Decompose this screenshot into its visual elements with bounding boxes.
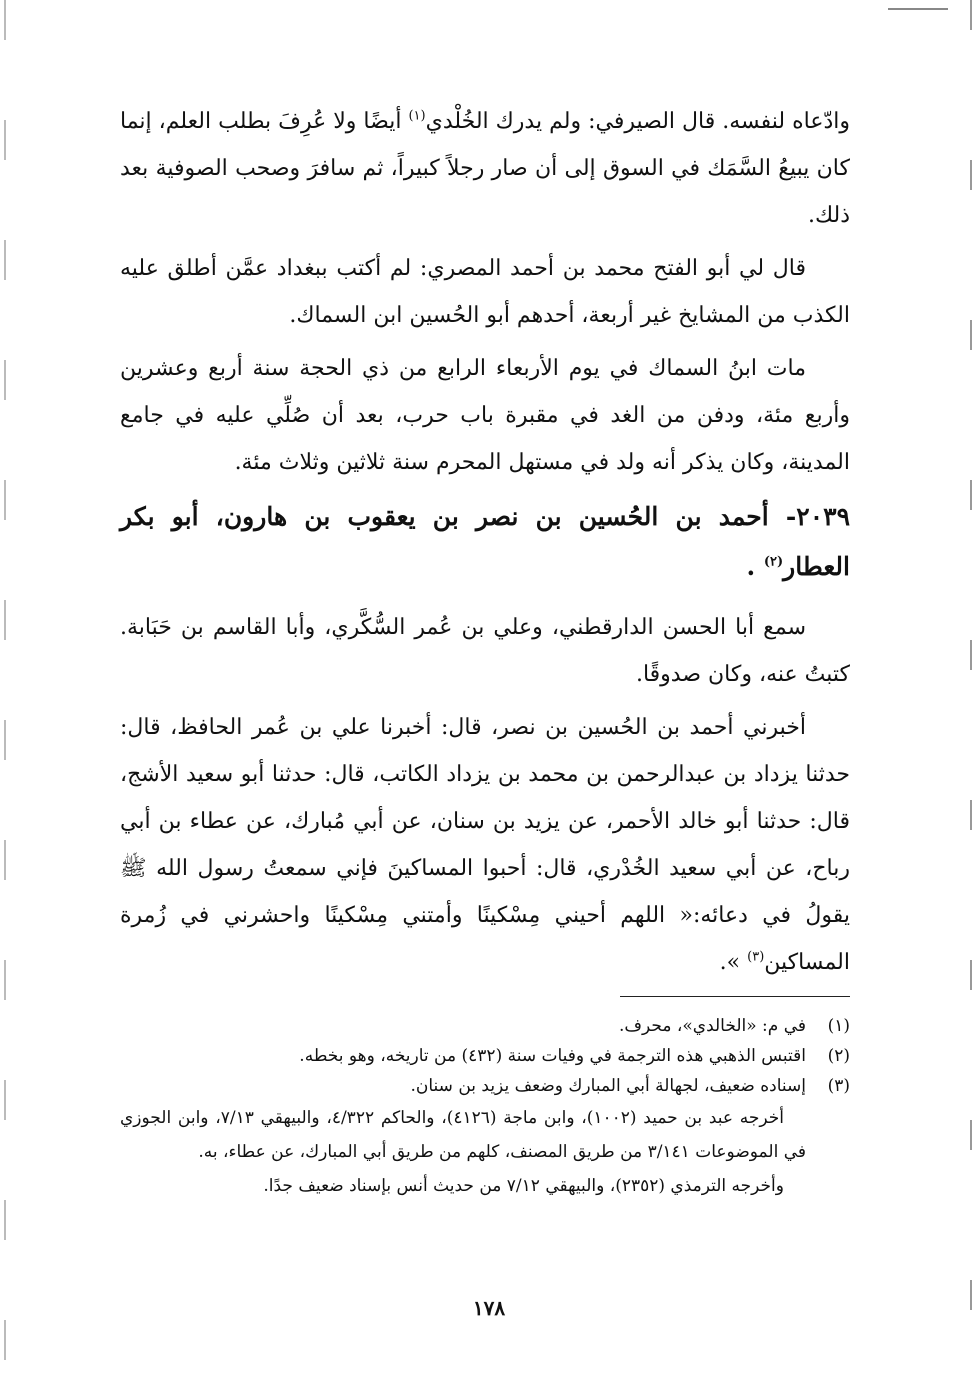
scan-edge-left bbox=[4, 0, 6, 1392]
scan-edge-right bbox=[970, 0, 972, 1392]
paragraph-1 bbox=[120, 98, 850, 239]
footnote-ref-2[interactable]: (٢) bbox=[763, 554, 784, 570]
footnote-ref-1[interactable]: (١) bbox=[408, 108, 426, 124]
footnote-3-continued: أخرجه عبد بن حميد (١٠٠٢)، وابن ماجة (٤١٢٦)، والحاكم ٤/٣٢٢، والبيهقي ٧/١٣، وابن الجوزي في الموضوعات ٣/١٤١ من طريق المصنف، كلهم من طريق أبي المبارك، عن عطاء، به. bbox=[120, 1108, 806, 1162]
paragraph-text: مات ابنُ السماك في يوم الأربعاء الرابع من ذي الحجة سنة أربع وعشرين وأربع مئة، ودفن من الغد في مقبرة باب حرب، بعد أن صُلِّي عليه في جامع المدينة، وكان يذكر أنه ولد في مستهل المحرم سنة ثلاثين وثلاث مئة. bbox=[120, 356, 850, 475]
paragraph-text: أيضًا ولا عُرِفَ بطلب العلم، إنما كان يبيعُ السَّمَك في السوق إلى أن صار رجلاً كبيراً، ثم سافرَ وصحب الصوفية بعد ذلك. bbox=[120, 109, 850, 228]
footnote-number: (٣) bbox=[827, 1076, 850, 1096]
paragraph-text: وادّعاه لنفسه. قال الصيرفي: ولم يدرك الخُلْدي bbox=[425, 109, 850, 134]
footnote-3-continued: وأخرجه الترمذي (٢٣٥٢)، والبيهقي ٧/١٢ من حديث أنس بإسناد ضعيف جدًا. bbox=[263, 1176, 784, 1196]
footnote-ref-3[interactable]: (٣) bbox=[747, 949, 765, 965]
paragraph-4 bbox=[120, 604, 850, 698]
paragraph-text: قال لي أبو الفتح محمد بن أحمد المصري: لم أكتب ببغداد عمَّن أطلق عليه الكذب من المشايخ غير أربعة، أحدهم أبو الحُسين ابن السماك. bbox=[120, 256, 850, 328]
footnote-2 bbox=[120, 1041, 850, 1071]
entry-heading bbox=[120, 492, 850, 592]
entry-title-tail: . bbox=[746, 552, 764, 581]
footnote-text: في م: «الخالدي»، محرف. bbox=[619, 1016, 806, 1036]
paragraph-5 bbox=[120, 704, 850, 986]
page-number: ١٧٨ bbox=[472, 1296, 506, 1320]
footnote-1 bbox=[120, 1011, 850, 1041]
paragraph-2 bbox=[120, 245, 850, 339]
paragraph-text: أخبرني أحمد بن الحُسين بن نصر، قال: أخبرنا علي بن عُمر الحافظ، قال: حدثنا يزداد بن عبدالرحمن بن محمد بن يزداد الكاتب، قال: حدثنا أبو سعيد الأشج، قال: حدثنا أبو خالد الأحمر، عن يزيد بن سنان، عن أبي مُبارك، عن عطاء بن أبي رباح، عن أبي سعيد الخُدْري، قال: أحبوا المساكينَ فإني سمعتُ رسول الله ﷺ يقولُ في دعائه:« اللهم أحيني مِسْكينًا وأمتني مِسْكينًا واحشرني في زُمرة المساكين bbox=[120, 715, 850, 975]
footnote-separator bbox=[620, 996, 850, 997]
paragraph-text: سمع أبا الحسن الدارقطني، وعلي بن عُمر السُّكَّري، وأبا القاسم بن حَبَابة. كتبتُ عنه، وكان صدوقًا. bbox=[120, 615, 850, 687]
scan-mark-top bbox=[888, 8, 948, 10]
footnote-text: إسناده ضعيف، لجهالة أبي المبارك وضعف يزيد بن سنان. bbox=[410, 1076, 806, 1096]
footnote-text: اقتبس الذهبي هذه الترجمة في وفيات سنة (٤٣٢) من تاريخه، وهو بخطه. bbox=[299, 1046, 806, 1066]
footnote-number: (٢) bbox=[827, 1046, 850, 1066]
entry-title: ٢٠٣٩- أحمد بن الحُسين بن نصر بن يعقوب بن هارون، أبو بكر العطار bbox=[120, 502, 850, 581]
paragraph-3 bbox=[120, 345, 850, 486]
page-body bbox=[120, 98, 850, 1203]
footnote-3 bbox=[120, 1071, 850, 1101]
footnote-number: (١) bbox=[827, 1016, 850, 1036]
paragraph-text: ». bbox=[719, 950, 748, 975]
